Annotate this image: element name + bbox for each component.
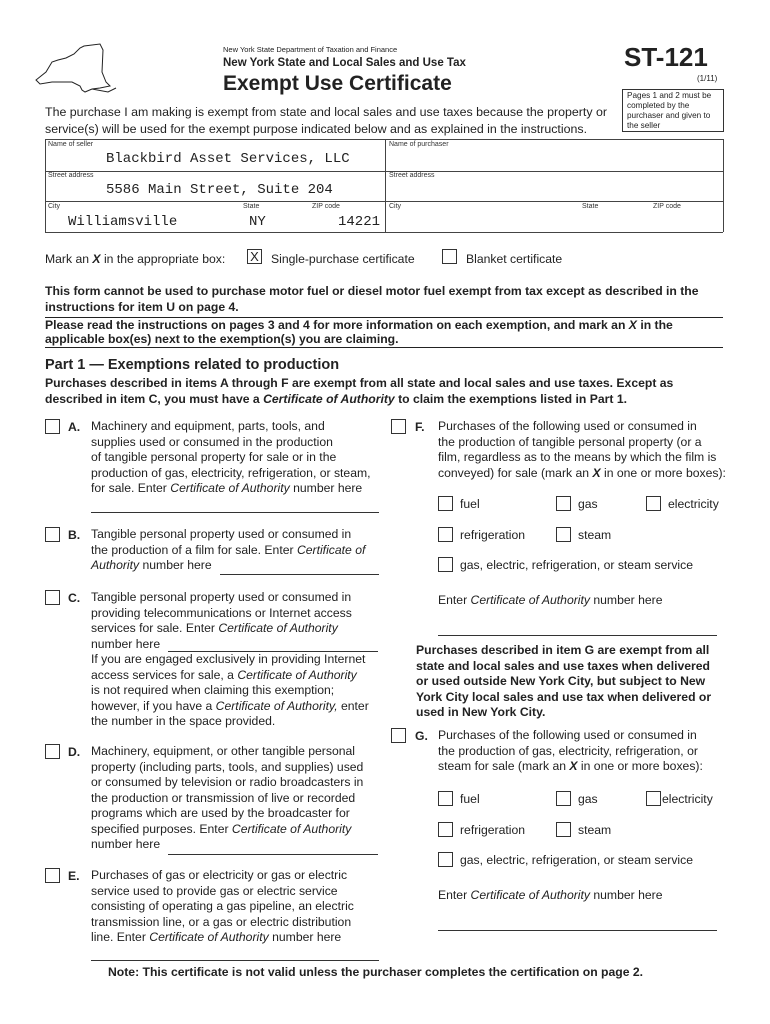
item-f-letter: F. [415, 420, 425, 434]
seller-name-label: Name of seller [48, 141, 94, 148]
seller-street[interactable]: 5586 Main Street, Suite 204 [106, 182, 333, 198]
item-c-letter: C. [68, 591, 81, 605]
f-steam-checkbox[interactable] [556, 527, 571, 542]
seller-city[interactable]: Williamsville [68, 214, 178, 230]
g-service-label: gas, electric, refrigeration, or steam service [460, 853, 694, 867]
item-d-text: Machinery, equipment, or other tangible personal property (including parts, tools, and supplies) used or consumed by television or radio broadcasters in the production or transmission of live or recorded programs which are used by the broadcaster for specified purposes. Enter Certificate of Authority number here [91, 744, 364, 851]
purchaser-city-label: City [389, 203, 402, 210]
purchaser-zip-label: ZIP code [653, 203, 681, 210]
f-gas-label: gas [578, 497, 598, 511]
g-steam-label: steam [578, 823, 612, 837]
intro-text: The purchase I am making is exempt from state and local sales and use taxes because the property or service(s) will be used for the exempt purpose indicated below and as explained in the instructions. [45, 105, 608, 136]
g-electricity-checkbox[interactable] [646, 791, 661, 806]
f-electricity-checkbox[interactable] [646, 496, 661, 511]
purchaser-name-label: Name of purchaser [389, 141, 449, 148]
seller-zip[interactable]: 14221 [338, 214, 381, 230]
item-a-coa-line[interactable] [91, 512, 379, 513]
item-f-checkbox[interactable] [391, 419, 406, 434]
g-refrigeration-label: refrigeration [460, 823, 526, 837]
item-g-checkbox[interactable] [391, 728, 406, 743]
form-number: ST-121 [624, 42, 708, 72]
read-instructions-notice: Please read the instructions on pages 3 and 4 for more information on each exemption, and mark an X in the applicable box(es) next to the exemption(s) you are claiming. [45, 318, 673, 346]
purchaser-state-label: State [582, 203, 599, 210]
item-b-coa-line[interactable] [220, 574, 379, 575]
item-a-text: Machinery and equipment, parts, tools, and supplies used or consumed in the production of tangible personal property for sale or in the production of gas, electricity, refrigeration, or steam, for sale. Enter Certificate of Authority number here [91, 419, 371, 495]
f-coa-line[interactable] [438, 635, 717, 636]
item-d-letter: D. [68, 745, 81, 759]
pages-note: Pages 1 and 2 must be completed by the purchaser and given to the seller [622, 89, 724, 132]
g-refrigeration-checkbox[interactable] [438, 822, 453, 837]
part1-heading: Part 1 — Exemptions related to production [45, 357, 340, 373]
item-g-text: Purchases of the following used or consumed in the production of gas, electricity, refrigeration, or steam for sale (mark an X in one or more boxes): [438, 728, 703, 773]
f-electricity-label: electricity [668, 497, 719, 511]
item-b-letter: B. [68, 528, 81, 542]
form-subtitle: New York State and Local Sales and Use Tax [223, 57, 466, 69]
department-name: New York State Department of Taxation and Finance [223, 45, 398, 54]
item-e-checkbox[interactable] [45, 868, 60, 883]
g-coa-prompt: Enter Certificate of Authority number here [438, 888, 663, 902]
item-g-letter: G. [415, 729, 428, 743]
item-e-text: Purchases of gas or electricity or gas or electric service used to provide gas or electric service consisting of operating a gas pipeline, an electric transmission line, or a gas or electric distribution line. Enter Certificate of Authority number here [91, 868, 354, 944]
item-e-coa-line[interactable] [91, 960, 379, 961]
form-title: Exempt Use Certificate [223, 72, 452, 95]
single-purchase-checkbox[interactable]: X [247, 249, 262, 264]
g-fuel-checkbox[interactable] [438, 791, 453, 806]
item-a-checkbox[interactable] [45, 419, 60, 434]
blanket-label: Blanket certificate [466, 252, 563, 266]
item-d-coa-line[interactable] [168, 854, 378, 855]
seller-state-label: State [243, 203, 260, 210]
item-e-letter: E. [68, 869, 80, 883]
seller-name[interactable]: Blackbird Asset Services, LLC [106, 151, 350, 167]
g-gas-label: gas [578, 792, 598, 806]
item-c-checkbox[interactable] [45, 590, 60, 605]
item-c-text: Tangible personal property used or consumed in providing telecommunications or Internet access services for sale. Enter Certificate of Authority number here If you are engaged exclusively in providing Internet access services for sale, a Certificate of Authority is not required when claiming this exemption; however, if you have a Certificate of Authority, enter the number in the space provided. [91, 590, 369, 728]
purchaser-street-label: Street address [389, 172, 435, 179]
f-service-label: gas, electric, refrigeration, or steam service [460, 558, 694, 572]
g-service-checkbox[interactable] [438, 852, 453, 867]
ny-state-logo [30, 42, 120, 94]
item-b-text: Tangible personal property used or consumed in the production of a film for sale. Enter Certificate of Authority number here [91, 527, 366, 572]
f-refrigeration-label: refrigeration [460, 528, 526, 542]
seller-street-label: Street address [48, 172, 94, 179]
single-purchase-label: Single-purchase certificate [271, 252, 415, 266]
seller-state[interactable]: NY [249, 214, 266, 230]
f-coa-prompt: Enter Certificate of Authority number here [438, 593, 663, 607]
mark-prompt: Mark an X in the appropriate box: [45, 252, 226, 266]
f-steam-label: steam [578, 528, 612, 542]
f-fuel-checkbox[interactable] [438, 496, 453, 511]
g-steam-checkbox[interactable] [556, 822, 571, 837]
blanket-checkbox[interactable] [442, 249, 457, 264]
f-fuel-label: fuel [460, 497, 480, 511]
g-coa-line[interactable] [438, 930, 717, 931]
g-fuel-label: fuel [460, 792, 480, 806]
g-gas-checkbox[interactable] [556, 791, 571, 806]
motor-fuel-notice: This form cannot be used to purchase motor fuel or diesel motor fuel exempt from tax except as described in the instructions for item U on page 4. [45, 284, 699, 314]
item-b-checkbox[interactable] [45, 527, 60, 542]
f-service-checkbox[interactable] [438, 557, 453, 572]
g-electricity-label: electricity [662, 792, 713, 806]
item-f-text: Purchases of the following used or consumed in the production of tangible personal property (or a film, regardless as to the means by which the film is conveyed) for sale (mark an X in one or more boxes): [438, 419, 726, 480]
f-refrigeration-checkbox[interactable] [438, 527, 453, 542]
item-d-checkbox[interactable] [45, 744, 60, 759]
item-g-intro: Purchases described in item G are exempt from all state and local sales and use taxes when delivered or used outside New York City, but subject to New York City local sales and use tax when delivered or used in New York City. [416, 643, 712, 719]
seller-city-label: City [48, 203, 61, 210]
item-c-coa-line[interactable] [168, 651, 378, 652]
part1-description: Purchases described in items A through F are exempt from all state and local sales and use taxes. Except as described in item C, you must have a Certificate of Authority to claim the exemptions listed in Part 1. [45, 376, 674, 406]
form-revision: (1/11) [697, 74, 718, 83]
item-a-letter: A. [68, 420, 81, 434]
f-gas-checkbox[interactable] [556, 496, 571, 511]
seller-zip-label: ZIP code [312, 203, 340, 210]
footer-note: Note: This certificate is not valid unless the purchaser completes the certification on page 2. [108, 965, 644, 979]
